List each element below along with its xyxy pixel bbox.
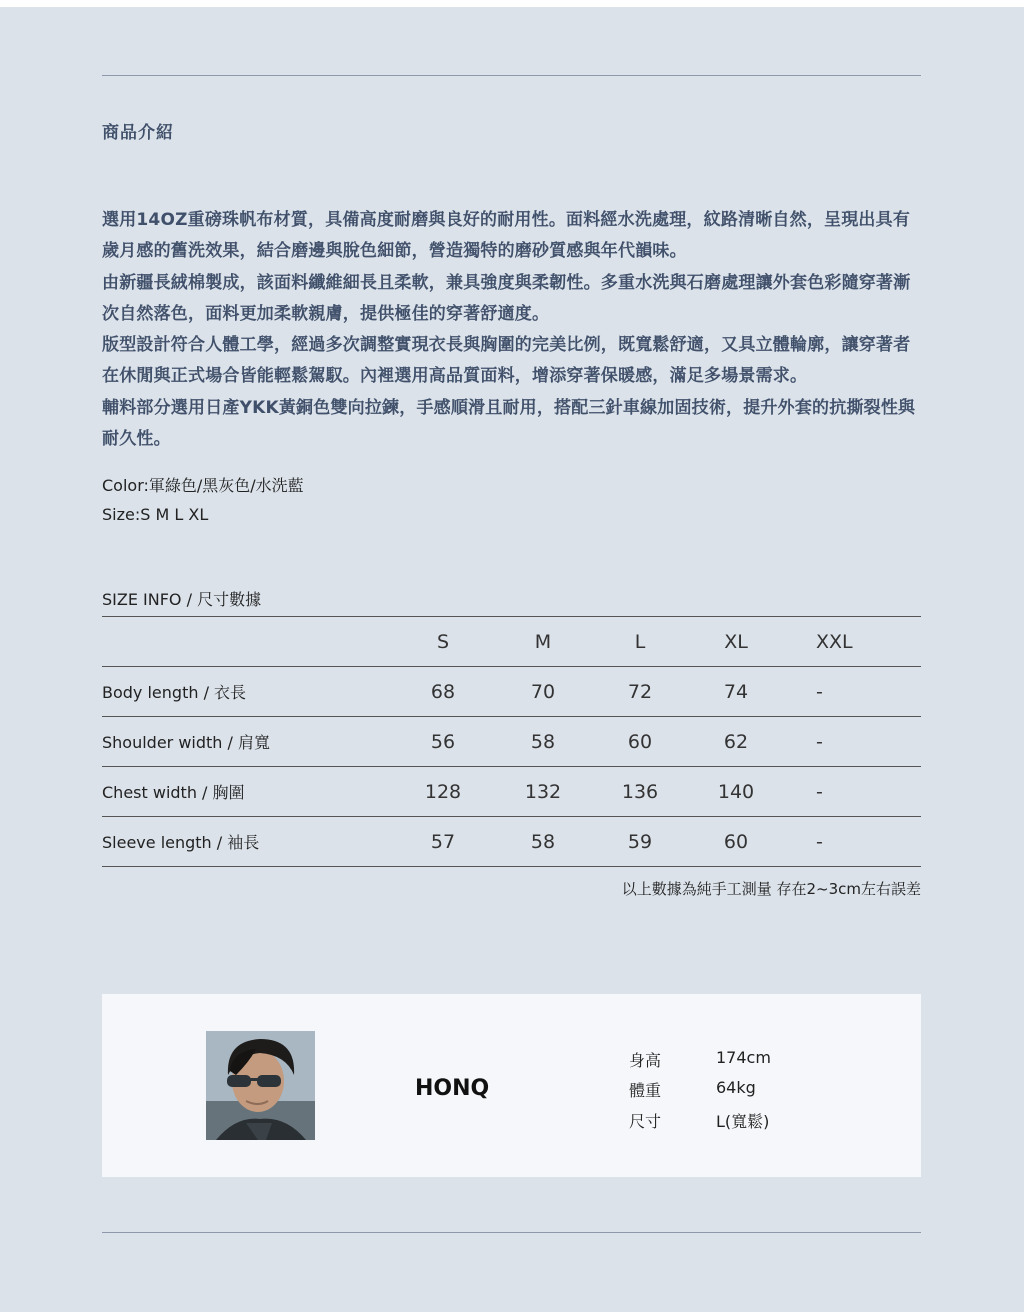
weight-value: 64kg [716,1078,756,1097]
cell-value: 60 [686,817,786,867]
header-size: XL [686,617,786,667]
cell-value: 68 [394,667,492,717]
description-paragraph: 輔料部分選用日產YKK黃銅色雙向拉鍊，手感順滑且耐用，搭配三針車線加固技術，提升外套的抗撕裂性與耐久性。 [102,397,916,450]
size-info-title: SIZE INFO / 尺寸數據 [102,590,262,609]
cell-value: 60 [594,717,686,767]
cell-value: 132 [492,767,594,817]
header-size: S [394,617,492,667]
header-size: XXL [786,617,921,667]
header-size: L [594,617,686,667]
cell-value: 57 [394,817,492,867]
section-title: 商品介紹 [102,123,174,143]
cell-value: 140 [686,767,786,817]
row-label: Sleeve length / 袖長 [102,817,394,867]
row-label: Shoulder width / 肩寬 [102,717,394,767]
cell-value: 62 [686,717,786,767]
product-detail-page [0,7,1024,1312]
table-row [102,817,921,867]
cell-value: 72 [594,667,686,717]
description-paragraph: 選用14OZ重磅珠帆布材質，具備高度耐磨與良好的耐用性。面料經水洗處理，紋路清晰自然，呈現出具有歲月感的舊洗效果，結合磨邊與脫色細節，營造獨特的磨砂質感與年代韻味。 [102,210,911,262]
size-value: L(寬鬆) [716,1112,770,1131]
cell-value: 70 [492,667,594,717]
cell-value: 58 [492,717,594,767]
row-label: Body length / 衣長 [102,667,394,717]
description-paragraph: 由新疆長絨棉製成，該面料纖維細長且柔軟，兼具強度與柔韌性。多重水洗與石磨處理讓外套色彩隨穿著漸次自然落色，面料更加柔軟親膚，提供極佳的穿著舒適度。 [102,272,911,324]
cell-value: 74 [686,667,786,717]
header-size: M [492,617,594,667]
cell-value: - [786,717,921,767]
bottom-divider [102,1232,921,1233]
cell-value: - [786,767,921,817]
size-options: Size:S M L XL [102,505,209,524]
weight-label: 體重 [629,1081,662,1100]
product-specs [102,471,304,529]
row-label: Chest width / 胸圍 [102,767,394,817]
table-row [102,667,921,717]
model-info-card [102,994,921,1177]
cell-value: 58 [492,817,594,867]
top-divider [102,75,921,76]
cell-value: - [786,667,921,717]
cell-value: 59 [594,817,686,867]
header-blank [102,617,394,667]
table-row [102,717,921,767]
size-label: 尺寸 [629,1112,662,1131]
cell-value: 136 [594,767,686,817]
model-photo [206,1031,315,1140]
product-description [102,205,924,455]
color-options: Color:軍綠色/黑灰色/水洗藍 [102,476,304,495]
measurement-note: 以上數據為純手工測量 存在2~3cm左右誤差 [621,880,921,898]
cell-value: 56 [394,717,492,767]
size-table [102,616,921,867]
table-row [102,767,921,817]
height-label: 身高 [629,1051,662,1070]
description-paragraph: 版型設計符合人體工學，經過多次調整實現衣長與胸圍的完美比例，既寬鬆舒適，又具立體輪廓，讓穿著者在休閒與正式場合皆能輕鬆駕馭。內裡選用高品質面料，增添穿著保暖感，滿足多場景需求。 [102,335,911,387]
height-value: 174cm [716,1048,771,1067]
size-header-row [102,617,921,667]
cell-value: - [786,817,921,867]
model-name: HONQ [415,1076,490,1101]
cell-value: 128 [394,767,492,817]
